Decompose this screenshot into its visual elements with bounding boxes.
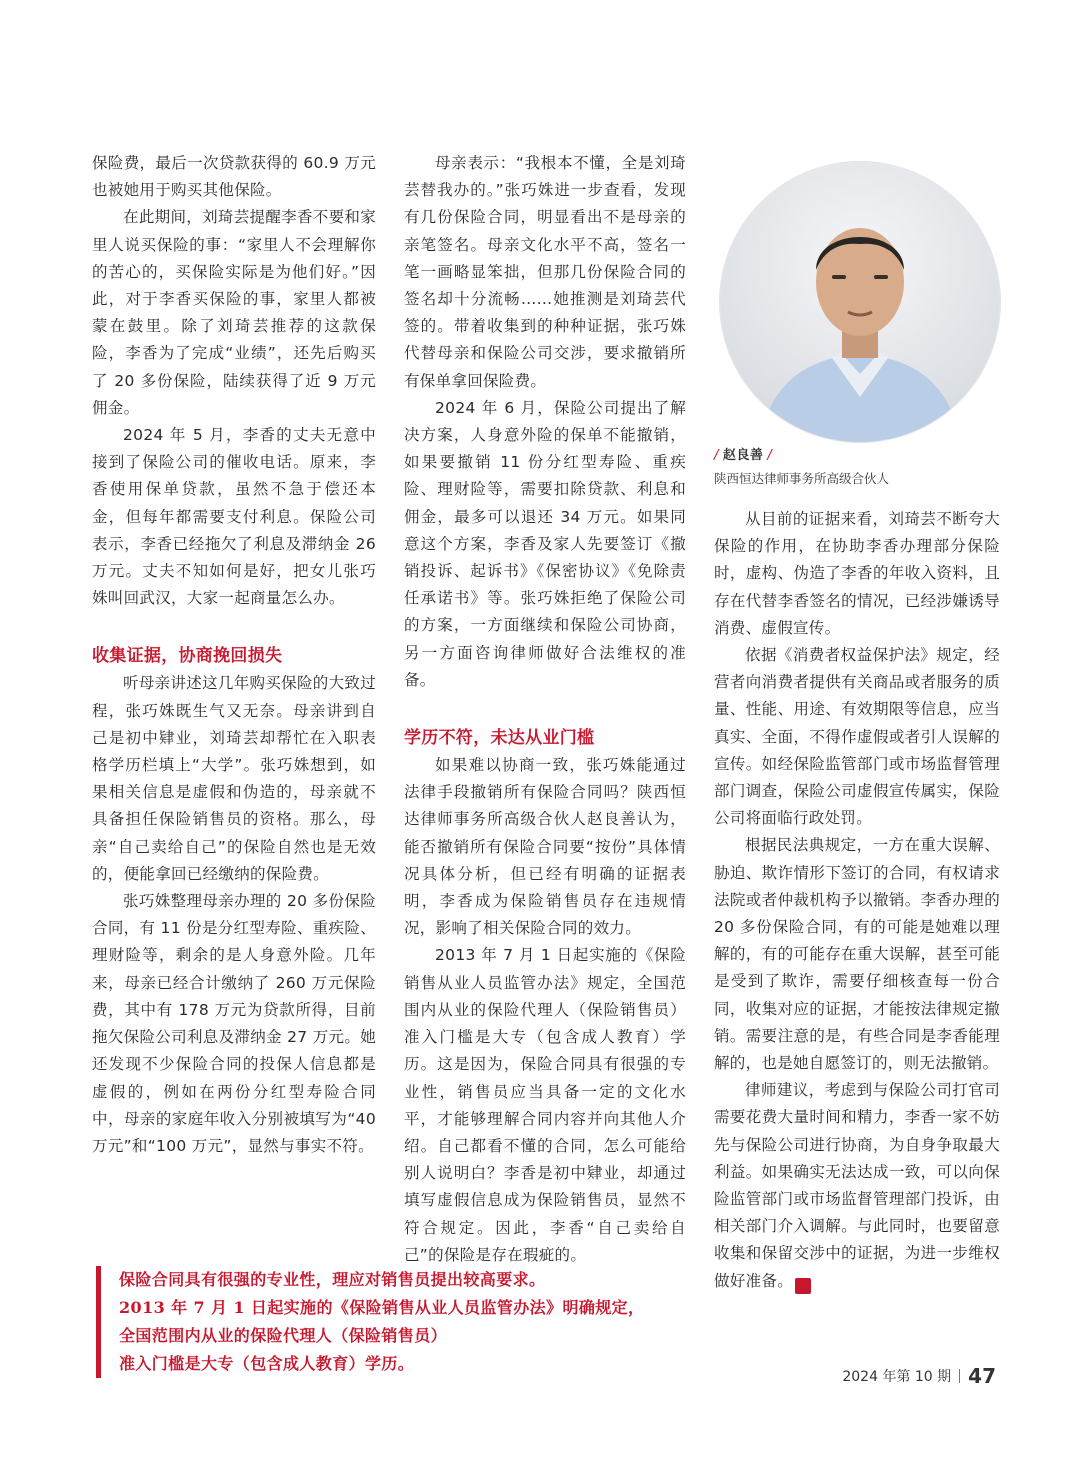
photo-caption [714,446,1004,490]
paragraph [714,1077,1000,1295]
person-portrait-icon [720,162,1000,442]
article-column-3 [714,506,1000,1295]
paragraph-text: 律师建议，考虑到与保险公司打官司需要花费大量时间和精力，李香一家不妨先与保险公司进行协商，为自身争取最大利益。如果确实无法达成一致，可以向保险监管部门或市场监督管理部门投诉，由相关部门介入调解。与此同时，也要留意收集和保留交涉中的证据，为进一步维权做好准备。 [714,1081,1000,1290]
page-number: 47 [968,1364,996,1388]
paragraph: 保险费，最后一次贷款获得的 60.9 万元也被她用于购买其他保险。 [92,154,376,200]
caption-title: 陕西恒达律师事务所高级合伙人 [714,471,890,486]
paragraph: 从目前的证据来看，刘琦芸不断夸大保险的作用，在协助李香办理部分保险时，虚构、伪造了李香的年收入资料，且存在代替李香签名的情况，已经涉嫌诱导消费、虚假宣传。 [714,510,1000,637]
paragraph: 2024 年 6 月，保险公司提出了解决方案，人身意外险的保单不能撤销，如果要撤销 11 份分红型寿险、重疾险、理财险等，需要扣除贷款、利息和佣金，最多可以退还 34 万元。如果同意这个方案，李香及家人先要签订《撤销投诉、起诉书》《保密协议》《免除责任承诺书》等。张巧姝拒绝了保险公司的方案，一方面继续和保险公司协商，另一方面咨询律师做好合法维权的准备。 [404,398,686,689]
paragraph: 母亲表示：“我根本不懂，全是刘琦芸替我办的。”张巧姝进一步查看，发现有几份保险合同，明显看出不是母亲的亲笔签名。母亲文化水平不高，签名一笔一画略显笨拙，但那几份保险合同的签名却十分流畅……她推测是刘琦芸代签的。带着收集到的种种证据，张巧姝代替母亲和保险公司交涉，要求撤销所有保单拿回保险费。 [404,154,686,390]
paragraph: 根据民法典规定，一方在重大误解、胁迫、欺诈情形下签订的合同，有权请求法院或者仲裁机构予以撤销。李香办理的 20 多份保险合同，有的可能是她难以理解的，有的可能存在重大误解，甚至可能是受到了欺诈，需要仔细核查每一份合同，收集对应的证据，才能按法律规定撤销。需要注意的是，有些合同是李香能理解的，也是她自愿签订的，则无法撤销。 [714,836,1000,1073]
caption-name-line [714,446,1004,466]
paragraph: 张巧姝整理母亲办理的 20 多份保险合同，有 11 份是分红型寿险、重疾险、理财险等，剩余的是人身意外险。几年来，母亲已经合计缴纳了 260 万元保险费，其中有 178 万元为贷款所得，目前拖欠保险公司利息及滞纳金 27 万元。她还发现不少保险合同的投保人信息都是虚假的，例如在两份分红型寿险合同中，母亲的家庭年收入分别被填写为“40 万元”和“100 万元”，显然与事实不符。 [92,892,376,1155]
paragraph: 2013 年 7 月 1 日起实施的《保险销售从业人员监管办法》规定，全国范围内从业的保险代理人（保险销售员）准入门槛是大专（包含成人教育）学历。这是因为，保险合同具有很强的专业性，销售员应当具备一定的文化水平，才能够理解合同内容并向其他人介绍。自己都看不懂的合同，怎么可能给别人说明白？李香是初中肄业，却通过填写虚假信息成为保险销售员，显然不符合规定。因此，李香“自己卖给自己”的保险是存在瑕疵的。 [404,946,686,1264]
issue-label: 2024 年第 10 期 [842,1369,952,1385]
lawyer-portrait-photo [720,162,1000,442]
section-heading: 收集证据，协商挽回损失 [92,646,283,667]
slash-mark: / [767,448,773,463]
paragraph: 听母亲讲述这几年购买保险的大致过程，张巧姝既生气又无奈。母亲讲到自己是初中肄业，刘琦芸却帮忙在入职表格学历栏填上“大学”。张巧姝想到，如果相关信息是虚假和伪造的，母亲就不具备担任保险销售员的资格。那么，母亲“自己卖给自己”的保险自然也是无效的，便能拿回已经缴纳的保险费。 [92,674,376,883]
slash-mark: / [714,448,719,463]
paragraph: 2024 年 5 月，李香的丈夫无意中接到了保险公司的催收电话。原来，李香使用保单贷款，虽然不急于偿还本金，但每年都需要支付利息。保险公司表示，李香已经拖欠了利息及滞纳金 26 万元。丈夫不知如何是好，把女儿张巧姝叫回武汉，大家一起商量怎么办。 [92,426,376,608]
caption-name: 赵良善 [722,448,764,463]
page-footer [842,1364,996,1388]
section-heading: 学历不符，未达从业门槛 [404,728,595,749]
article-column-2 [404,150,686,1269]
footer-divider [959,1369,960,1383]
pull-quote [96,1266,719,1378]
pull-quote-line: 全国范围内从业的保险代理人（保险销售员） [119,1326,448,1345]
end-mark-icon: Z [795,1278,811,1294]
article-column-1 [92,150,376,1160]
pull-quote-line: 2013 年 7 月 1 日起实施的《保险销售从业人员监管办法》明确规定， [119,1298,645,1317]
paragraph: 依据《消费者权益保护法》规定，经营者向消费者提供有关商品或者服务的质量、性能、用途、有效期限等信息，应当真实、全面，不得作虚假或者引人误解的宣传。如经保险监管部门或市场监督管理部门调查，保险公司虚假宣传属实，保险公司将面临行政处罚。 [714,646,1000,828]
paragraph: 如果难以协商一致，张巧姝能通过法律手段撤销所有保险合同吗？陕西恒达律师事务所高级合伙人赵良善认为，能否撤销所有保险合同要“按份”具体情况具体分析，但已经有明确的证据表明，李香成为保险销售员存在违规情况，影响了相关保险合同的效力。 [404,756,686,938]
pull-quote-line: 准入门槛是大专（包含成人教育）学历。 [119,1354,415,1373]
pull-quote-line: 保险合同具有很强的专业性，理应对销售员提出较高要求。 [119,1270,546,1289]
paragraph: 在此期间，刘琦芸提醒李香不要和家里人说买保险的事：“家里人不会理解你的苦心的，买保险实际是为他们好。”因此，对于李香买保险的事，家里人都被蒙在鼓里。除了刘琦芸推荐的这款保险，李香为了完成“业绩”，还先后购买了 20 多份保险，陆续获得了近 9 万元佣金。 [92,208,376,417]
